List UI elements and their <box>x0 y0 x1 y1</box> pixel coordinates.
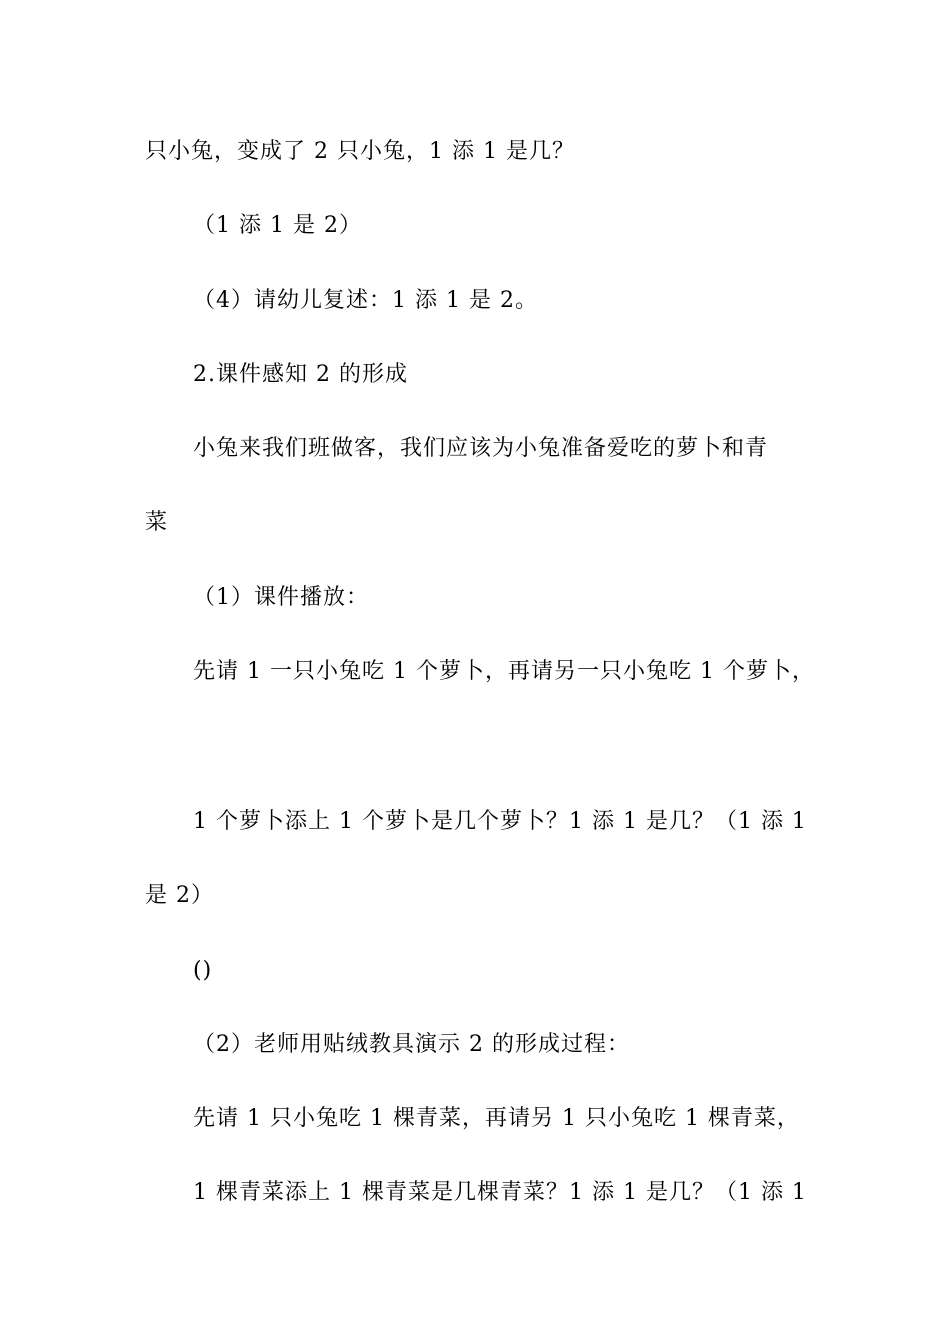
text-line-9: 1 个萝卜添上 1 个萝卜是几个萝卜？1 添 1 是几？（1 添 1 <box>193 809 807 834</box>
text-line-3: （4）请幼儿复述：1 添 1 是 2。 <box>193 288 538 313</box>
text-line-12: （2）老师用贴绒教具演示 2 的形成过程： <box>193 1032 630 1057</box>
text-line-7: （1）课件播放： <box>193 585 369 610</box>
text-line-1: 只小兔，变成了 2 只小兔，1 添 1 是几？ <box>145 139 575 164</box>
text-line-2: （1 添 1 是 2） <box>193 213 362 238</box>
text-line-11: () <box>193 958 213 983</box>
text-line-10: 是 2） <box>145 883 214 908</box>
text-line-14: 1 棵青菜添上 1 棵青菜是几棵青菜？1 添 1 是几？（1 添 1 <box>193 1180 807 1205</box>
text-line-8: 先请 1 一只小兔吃 1 个萝卜，再请另一只小兔吃 1 个萝卜， <box>193 659 815 684</box>
text-line-6: 菜 <box>145 510 169 535</box>
section-heading: 2.课件感知 2 的形成 <box>193 362 408 387</box>
text-line-5: 小兔来我们班做客，我们应该为小兔准备爱吃的萝卜和青 <box>193 436 769 461</box>
text-line-13: 先请 1 只小兔吃 1 棵青菜，再请另 1 只小兔吃 1 棵青菜， <box>193 1106 800 1131</box>
